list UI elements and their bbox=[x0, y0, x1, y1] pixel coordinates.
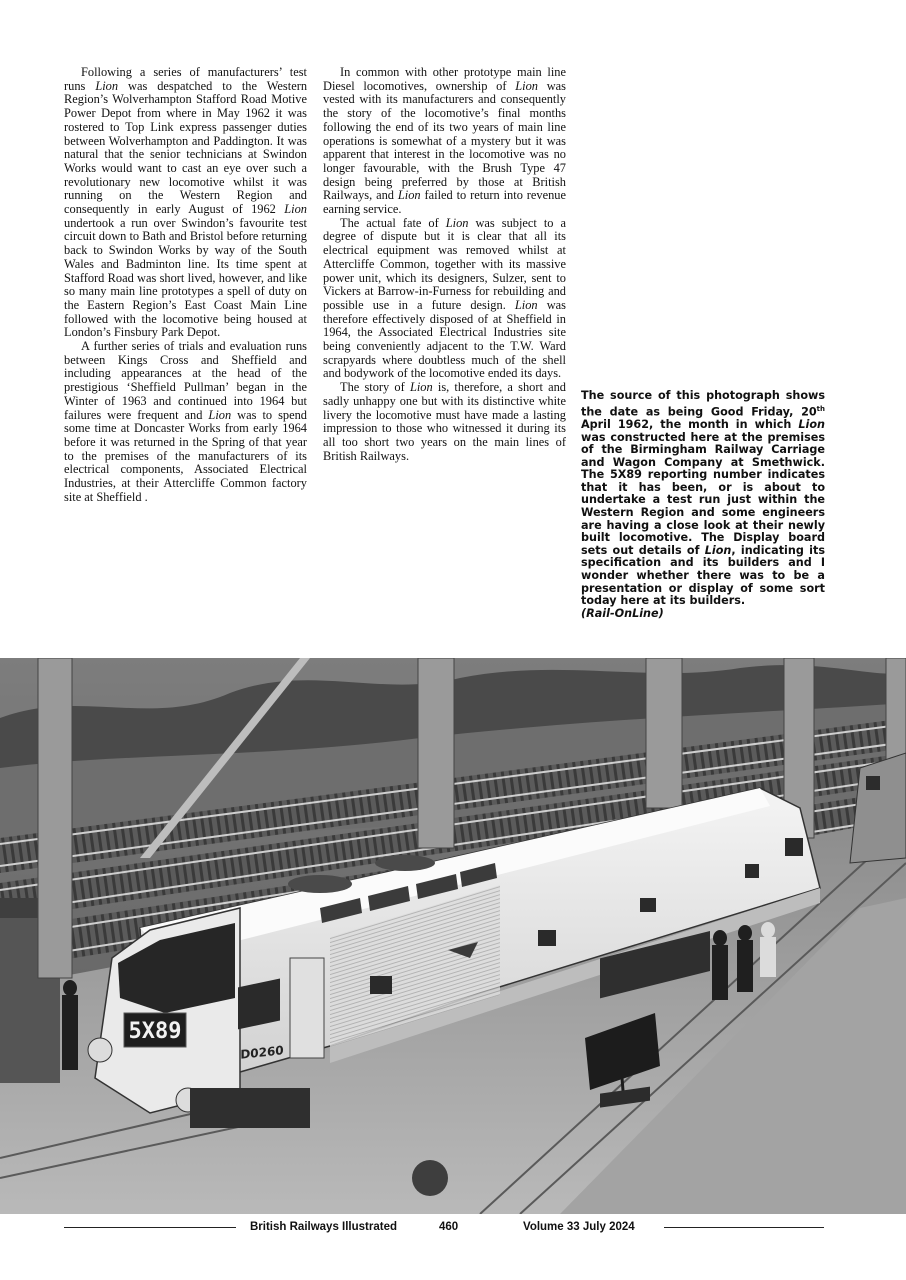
footer-rule-right bbox=[664, 1227, 824, 1228]
loco-number-plate: D0260 bbox=[240, 1043, 284, 1062]
article-paragraph bbox=[64, 340, 307, 504]
paragraph-text: was therefore effectively disposed of at Sheffield in 1964, the Associated Electrical Industries site being conveniently adjacent to the T.W. Ward scrapyards where doubtless much of the shell and bodywork of the locomotive ended its days. bbox=[323, 297, 566, 381]
article-paragraph bbox=[323, 66, 566, 217]
article-paragraph bbox=[64, 66, 307, 340]
paragraph-text: undertook a run over Swindon’s favourite test circuit down to Bath and Bristol before returning back to Swindon Works by way of the South Wales and Badminton line. Its time spent at Stafford Road was short lived, however, and like so many main line prototypes a spell of duty on the Eastern Region’s East Coast Main Line followed with the locomotive being housed at London’s Finsbury Park Depot. bbox=[64, 215, 307, 340]
loco-name: Lion bbox=[95, 78, 119, 93]
locomotive-photograph bbox=[0, 658, 906, 1214]
caption-loco-name-2: Lion bbox=[704, 543, 732, 557]
article-column-1 bbox=[64, 66, 307, 505]
paragraph-text: failed to return into revenue earning service. bbox=[323, 188, 566, 217]
loco-name: Lion bbox=[208, 407, 232, 422]
caption-text-4: , indicating its specification and its builders and I wonder whether there was to be a presentation or display of some sort today here at its builders. bbox=[581, 543, 825, 608]
paragraph-text: was to spend some time at Doncaster Works from early 1964 before it was returned in the Spring of that year to the premises of the manufacturers of its electrical components, Associated Electrical Industries, at their Attercliffe Common factory site at Sheffield . bbox=[64, 407, 307, 504]
paragraph-text: was vested with its manufacturers and consequently the story of the locomotive’s final months following the end of its two years of main line operations is somewhat of a mystery but it was apparent that interest in the locomotive was no longer favourable, with the Brush Type 47 design being preferred by those at British Railways, and bbox=[323, 78, 566, 203]
footer-publication: British Railways Illustrated bbox=[250, 1221, 397, 1233]
paragraph-text: The actual fate of bbox=[340, 215, 446, 230]
photo-caption bbox=[581, 390, 825, 620]
photo-credit: (Rail-OnLine) bbox=[581, 606, 664, 620]
caption-text-1: The source of this photograph shows the date as being Good Friday, 20 bbox=[581, 389, 825, 419]
paragraph-text: Following a series of manufacturers’ test runs bbox=[64, 65, 307, 93]
loco-name: Lion bbox=[409, 380, 433, 395]
paragraph-text: is, therefore, a short and sadly unhappy one but with its distinctive white livery the locomotive must have made a lasting impression to those who witnessed it during its all too short two years on the main lines of British Railways. bbox=[323, 380, 566, 463]
caption-text-3: was constructed here at the premises of the Birmingham Railway Carriage and Wagon Company at Smethwick. The 5X89 reporting number indicates that it has been, or is about to undertake a test run just within the Western Region and some engineers are having a close look at their newly built locomotive. The Display board sets out details of bbox=[581, 430, 825, 557]
loco-name: Lion bbox=[445, 215, 469, 230]
caption-loco-name: Lion bbox=[798, 417, 825, 431]
paragraph-text: was subject to a degree of dispute but it is clear that all its electrical equipment was removed whilst at Attercliffe Common, together with its massive power unit, which its designers, Sulzer, sent to Vickers at Barrow-in-Furness for rebuilding and possible use in a future design. bbox=[323, 215, 566, 312]
paragraph-text: In common with other prototype main line Diesel locomotives, ownership of bbox=[323, 65, 566, 93]
footer-rule-left bbox=[64, 1227, 236, 1228]
article-paragraph bbox=[323, 217, 566, 381]
page-footer bbox=[64, 1218, 824, 1238]
footer-page-number: 460 bbox=[439, 1221, 459, 1233]
footer-issue: Volume 33 July 2024 bbox=[523, 1221, 635, 1233]
loco-name: Lion bbox=[515, 78, 538, 93]
paragraph-text: A further series of trials and evaluation runs between Kings Cross and Sheffield and including appearances at the head of the prestigious ‘Sheffield Pullman’ began in the Winter of 1963 and continued into 1964 but failures were frequent and bbox=[64, 339, 307, 422]
photo-illustration bbox=[0, 658, 906, 1214]
paragraph-text: The story of bbox=[340, 380, 410, 395]
loco-name: Lion bbox=[397, 188, 421, 203]
caption-text-2: April 1962, the month in which bbox=[581, 417, 799, 431]
paragraph-text: was despatched to the Western Region’s Wolverhampton Stafford Road Motive Power Depot from where in May 1962 it was rostered to Top Link express passenger duties between Wolverhampton and Paddington. It was natural that the senior technicians at Swindon Works would want to cast an eye over such a revolutionary new locomotive whilst it was running on the Western Region and consequently in early August of 1962 bbox=[64, 78, 308, 217]
loco-name: Lion bbox=[514, 297, 538, 312]
article-paragraph bbox=[323, 381, 566, 463]
article-column-2 bbox=[323, 66, 566, 463]
caption-superscript: th bbox=[816, 404, 825, 413]
loco-name: Lion bbox=[284, 202, 307, 217]
headcode-display: 5X89 bbox=[128, 1019, 182, 1044]
